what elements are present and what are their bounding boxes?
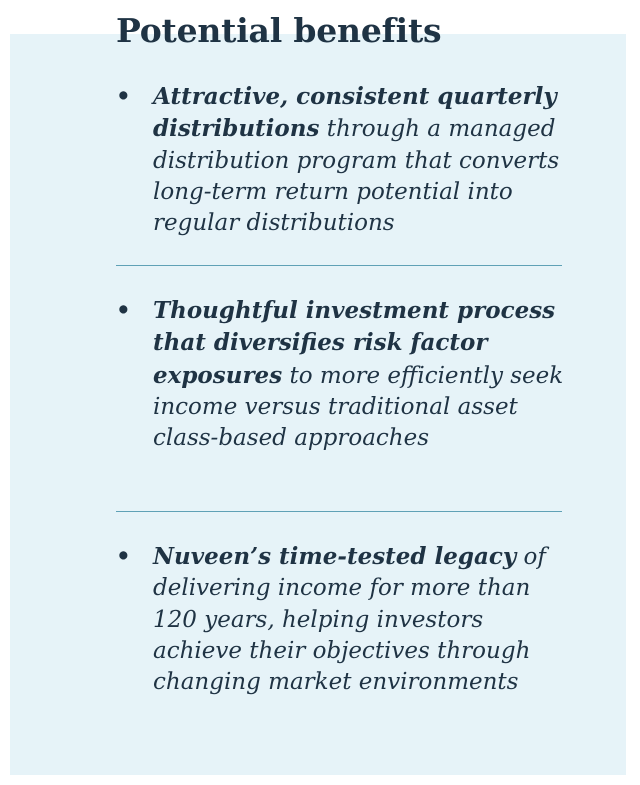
bullet-icon: • (116, 543, 131, 570)
benefit-highlight: Thoughtful investment process that diversifies risk factor exposures (153, 297, 556, 389)
benefit-text (153, 295, 566, 454)
benefit-item-distributions (116, 81, 566, 239)
divider (116, 265, 562, 266)
benefit-highlight: Nuveen’s time-tested legacy (153, 543, 517, 570)
benefit-text (153, 81, 566, 239)
benefit-description: of delivering income for more than 120 years, helping investors achieve their objectives through changing market environments (153, 544, 546, 696)
bullet-icon: • (116, 297, 131, 324)
page-title: Potential benefits (116, 11, 442, 50)
benefit-item-investment-process (116, 295, 566, 454)
benefit-text (153, 541, 566, 698)
bullet-icon: • (116, 83, 131, 110)
benefit-highlight: Attractive, consistent quarterly distributions (153, 83, 557, 143)
benefit-description: through a managed distribution program that converts long-term return potential into regular distributions (153, 116, 560, 237)
divider (116, 511, 562, 512)
benefit-description: to more efficiently seek income versus traditional asset class-based approaches (153, 362, 564, 452)
benefit-item-legacy (116, 541, 566, 698)
